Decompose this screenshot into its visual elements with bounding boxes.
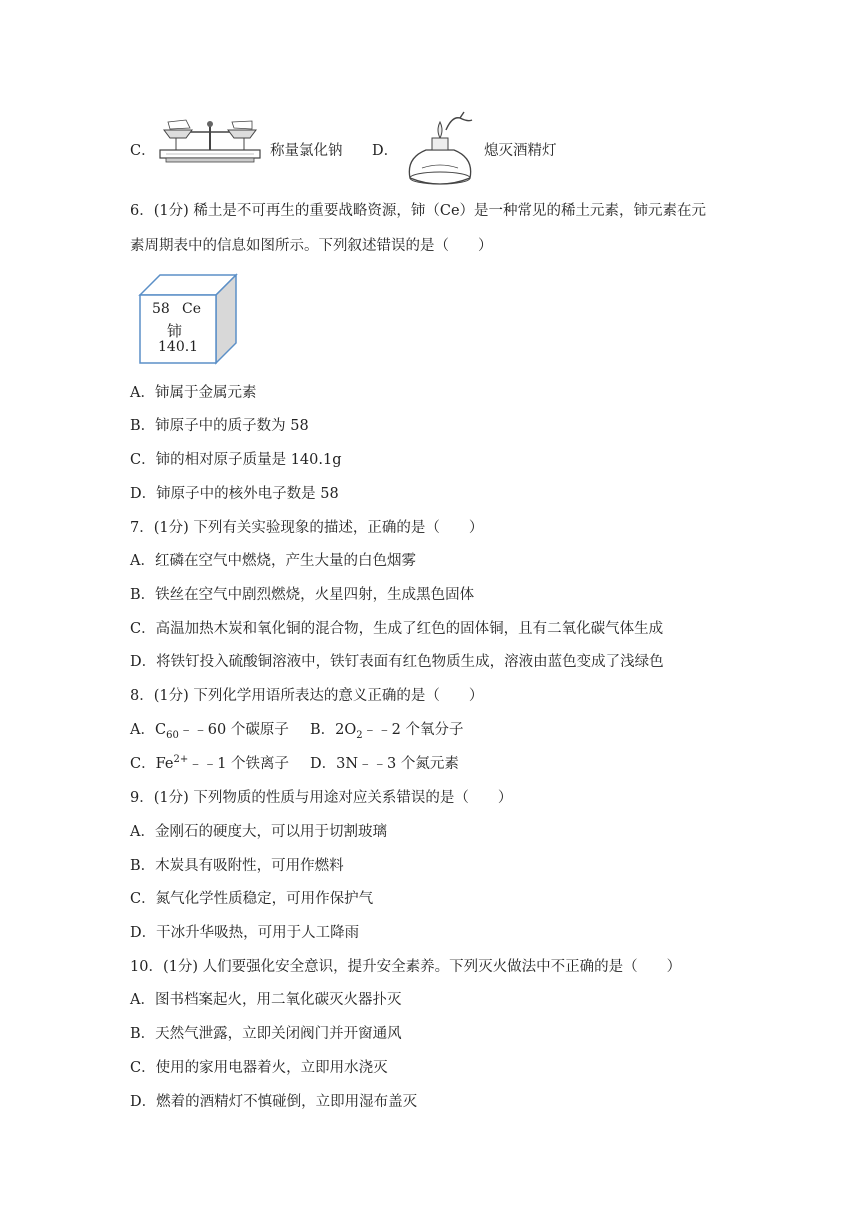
balance-scale-figure [156,116,264,166]
q6-option-d: D．铈原子中的核外电子数是 58 [130,486,339,502]
q7-option-d: D．将铁钉投入硫酸铜溶液中，铁钉表面有红色物质生成，溶液由蓝色变成了浅绿色 [130,654,664,670]
element-name: 铈 [167,322,183,340]
option-c-label: C． [130,143,156,159]
option-d-caption: 熄灭酒精灯 [484,143,557,159]
q8-option-c: C．$Fe^{2+}﹣﹣1$ 个铁离子 [130,754,290,772]
option-c-caption: 称量氯化钠 [270,143,343,159]
q9-option-b: B．木炭具有吸附性，可用作燃料 [130,858,344,874]
periodic-element-card [138,273,238,365]
q9-option-d: D．干冰升华吸热，可用于人工降雨 [130,925,360,941]
q10-option-d: D．燃着的酒精灯不慎碰倒，立即用湿布盖灭 [130,1094,418,1110]
q6-stem-line1: 6．(1分) 稀土是不可再生的重要战略资源，铈（Ce）是一种常见的稀土元素，铈元素在元 [130,203,707,219]
q10-option-c: C．使用的家用电器着火，立即用水浇灭 [130,1060,388,1076]
q6-stem-line2: 素周期表中的信息如图所示。下列叙述错误的是（ ） [130,238,493,254]
q7-option-c: C．高温加热木炭和氧化铜的混合物，生成了红色的固体铜，且有二氧化碳气体生成 [130,621,664,637]
q8-option-a: A．$C_{60}﹣﹣60$ 个碳原子 [130,722,289,741]
q6-option-a: A．铈属于金属元素 [130,385,257,401]
q8-stem: 8．(1分) 下列化学用语所表达的意义正确的是（ ） [130,688,484,704]
q10-stem: 10．(1分) 人们要强化安全意识，提升安全素养。下列灭火做法中不正确的是（ ） [130,959,682,975]
q7-option-a: A．红磷在空气中燃烧，产生大量的白色烟雾 [130,553,416,569]
q6-option-b: B．铈原子中的质子数为 58 [130,418,309,434]
q7-option-b: B．铁丝在空气中剧烈燃烧，火星四射，生成黑色固体 [130,587,475,603]
q8-option-d: D．3N﹣﹣3 个氮元素 [310,756,459,772]
q6-option-c: C．铈的相对原子质量是 140.1g [130,452,342,468]
option-d-label: D． [372,143,399,159]
q9-stem: 9．(1分) 下列物质的性质与用途对应关系错误的是（ ） [130,790,513,806]
alcohol-lamp-figure [402,108,478,188]
q10-option-b: B．天然气泄露，立即关闭阀门并开窗通风 [130,1026,402,1042]
q9-option-a: A．金刚石的硬度大，可以用于切割玻璃 [130,824,387,840]
q7-stem: 7．(1分) 下列有关实验现象的描述，正确的是（ ） [130,520,484,536]
q9-option-c: C．氮气化学性质稳定，可用作保护气 [130,891,374,907]
element-mass: 140.1 [158,339,199,355]
element-number: 58 [152,301,170,317]
element-symbol: Ce [182,301,201,317]
q8-option-b: B．$2O_2﹣﹣2$ 个氧分子 [310,722,464,741]
q10-option-a: A．图书档案起火，用二氧化碳灭火器扑灭 [130,992,402,1008]
